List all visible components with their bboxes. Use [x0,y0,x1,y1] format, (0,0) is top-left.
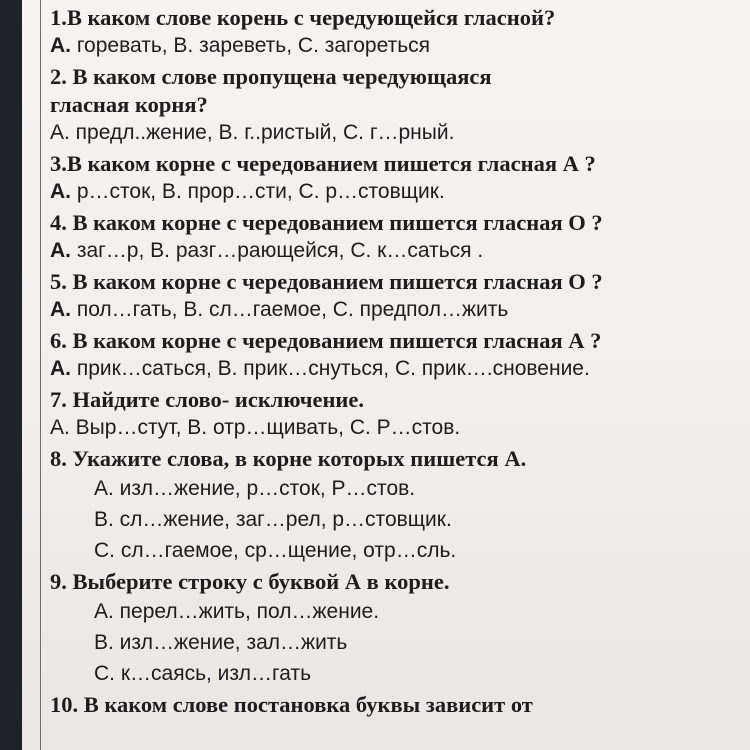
worksheet-page [22,0,750,750]
question-title: 6. В каком корне с чередованием пишется гласная А ? [50,328,602,353]
question-list [50,4,750,719]
question-title: 2. В каком слове пропущена чередующаяся [50,64,492,89]
question-title-continued: гласная корня? [50,92,208,117]
question-title: 4. В каком корне с чередованием пишется гласная О ? [50,210,603,235]
answer-option-c: С. к…саясь, изл…гать [94,662,312,685]
question-8 [50,445,750,565]
question-3 [50,150,750,206]
answer-option-b: В. изл…жение, зал…жить [94,631,348,654]
answer-option-a: А. перел…жить, пол…жение. [94,600,380,623]
question-title: 9. Выберите строку с буквой А в корне. [50,569,450,594]
answer-option-a: А. изл…жение, р…сток, Р…стов. [94,477,416,500]
question-6 [50,327,750,383]
question-4 [50,209,750,265]
answer-options: А. прик…саться, В. прик…снуться, С. прик….сновение. [50,357,590,380]
question-title: 7. Найдите слово- исключение. [50,387,364,412]
answer-options: А. предл..жение, В. г..ристый, С. г…рный. [50,121,455,144]
answer-options: А. р…сток, В. прор…сти, С. р…стовщик. [50,180,445,203]
question-1 [50,4,750,60]
question-title: 8. Укажите слова, в корне которых пишется А. [50,446,527,471]
question-title: 5. В каком корне с чередованием пишется гласная О ? [50,269,603,294]
question-9 [50,568,750,688]
question-10 [50,691,750,719]
answer-options: А. горевать, В. зареветь, С. загореться [50,34,431,57]
question-7 [50,386,750,442]
question-5 [50,268,750,324]
answer-options: А. пол…гать, В. сл…гаемое, С. предпол…жить [50,298,509,321]
answer-options: А. Выр…стут, В. отр…щивать, С. Р…стов. [50,416,461,439]
answer-option-b: В. сл…жение, заг…рел, р…стовщик. [94,508,452,531]
answer-option-c: С. сл…гаемое, ср…щение, отр…сль. [94,539,457,562]
question-title: 1.В каком слове корень с чередующейся гласной? [50,5,556,30]
answer-options: А. заг…р, В. разг…рающейся, С. к…саться . [50,239,484,262]
question-title: 10. В каком слове постановка буквы зависит от [50,692,533,717]
margin-line [40,0,41,750]
question-2 [50,63,750,147]
question-title: 3.В каком корне с чередованием пишется гласная А ? [50,151,596,176]
